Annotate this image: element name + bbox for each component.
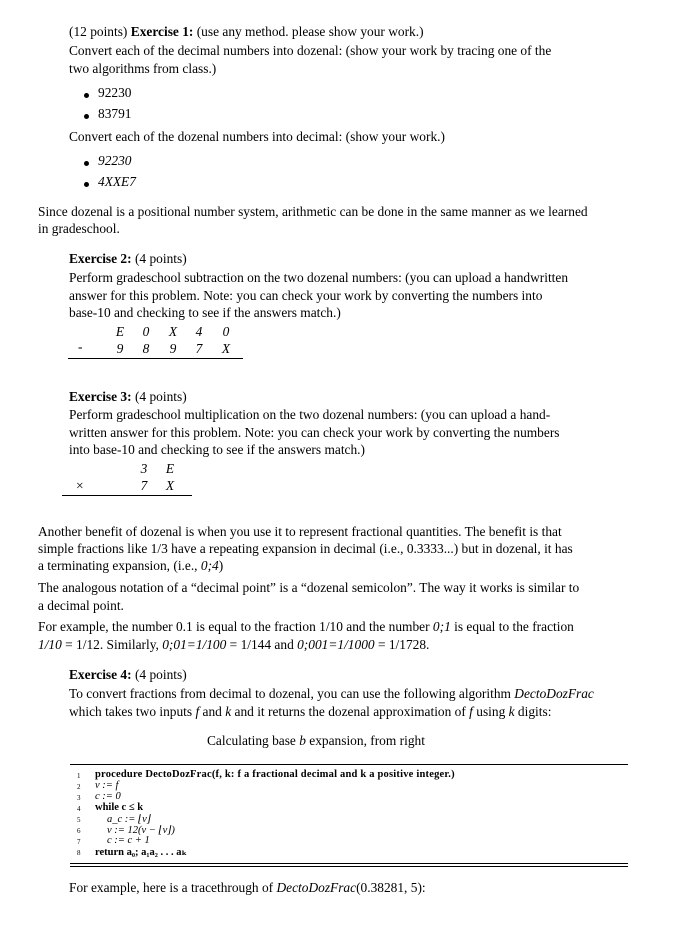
text-run: ) bbox=[218, 558, 224, 573]
subtraction-rule bbox=[68, 358, 243, 359]
ex3-points: (4 points) bbox=[134, 389, 187, 404]
text-run: = 1/1728. bbox=[374, 637, 430, 652]
trace-intro bbox=[69, 880, 426, 896]
algorithm-line: v := 12(v − ⌊v⌋) bbox=[107, 825, 175, 836]
digit: X bbox=[165, 478, 175, 493]
line-number: 6 bbox=[77, 827, 81, 835]
bullet-icon bbox=[84, 114, 89, 119]
digit: 7 bbox=[140, 478, 148, 493]
text-run: f bbox=[195, 704, 200, 719]
digit: 7 bbox=[195, 341, 203, 356]
intro-line-1: Since dozenal is a positional number system, arithmetic can be done in the same manner as we learned bbox=[38, 204, 588, 219]
digit: 3 bbox=[140, 461, 148, 476]
bullet-icon bbox=[84, 161, 89, 166]
digit: X bbox=[221, 341, 231, 356]
intro-line-2: in gradeschool. bbox=[38, 221, 120, 236]
algorithm-caption bbox=[207, 733, 425, 749]
ex1-header bbox=[69, 24, 424, 40]
algorithm-bottom-rule bbox=[70, 863, 628, 864]
text-run: 0;01=1/100 bbox=[162, 637, 227, 652]
digit: 8 bbox=[142, 341, 150, 356]
digit: E bbox=[165, 461, 175, 476]
digit: 0 bbox=[142, 324, 150, 339]
frac-p2-line-2: a decimal point. bbox=[38, 598, 124, 613]
text-run: = 1/144 and bbox=[226, 637, 298, 652]
line-number: 2 bbox=[77, 783, 81, 791]
ex1-points: (12 points) bbox=[69, 24, 128, 39]
ex4-text-1 bbox=[69, 686, 594, 702]
minus-sign: - bbox=[78, 339, 83, 354]
line-number: 5 bbox=[77, 816, 81, 824]
line-number: 3 bbox=[77, 794, 81, 802]
algorithm-bottom-rule-2 bbox=[70, 866, 628, 867]
digit: X bbox=[168, 324, 178, 339]
text-run: a terminating expansion, (i.e., bbox=[38, 558, 201, 573]
ex2-text-2: answer for this problem. Note: you can check your work by converting the numbers into bbox=[69, 288, 543, 303]
ex3-header bbox=[69, 389, 187, 405]
multiplication-rule bbox=[62, 495, 192, 496]
frac-p2-line-1: The analogous notation of a “decimal point” is a “dozenal semicolon”. The way it works is similar to bbox=[38, 580, 580, 595]
list-item: 92230 bbox=[98, 153, 132, 168]
frac-p3-line-2 bbox=[38, 637, 429, 653]
ex3-text-2: written answer for this problem. Note: you can check your work by converting the numbers bbox=[69, 425, 560, 440]
text-run: digits: bbox=[514, 704, 552, 719]
list-item: 4XXE7 bbox=[98, 174, 136, 189]
algorithm-line: c := 0 bbox=[95, 791, 121, 802]
text-run: 0;4 bbox=[200, 558, 219, 573]
ex1-instruction-1b: two algorithms from class.) bbox=[69, 61, 217, 76]
algorithm-line: while c ≤ k bbox=[95, 802, 144, 813]
text-run: using bbox=[472, 704, 509, 719]
ex1-note: (use any method. please show your work.) bbox=[196, 24, 424, 39]
text-run: For example, here is a tracethrough of bbox=[69, 880, 277, 895]
ex4-header bbox=[69, 667, 187, 683]
ex2-text-3: base-10 and checking to see if the answers match.) bbox=[69, 305, 341, 320]
ex1-title: Exercise 1: bbox=[130, 24, 194, 39]
ex2-text-1: Perform gradeschool subtraction on the two dozenal numbers: (you can upload a handwritten bbox=[69, 270, 569, 285]
text-run: 0;1 bbox=[432, 619, 451, 634]
list-item: 92230 bbox=[98, 85, 132, 100]
text-run: and it returns the dozenal approximation of bbox=[231, 704, 470, 719]
ex3-text-3: into base-10 and checking to see if the answers match.) bbox=[69, 442, 365, 457]
line-number: 1 bbox=[77, 772, 81, 780]
text-run: expansion, from right bbox=[305, 733, 425, 748]
line-number: 7 bbox=[77, 838, 81, 846]
text-run: = 1/12. Similarly, bbox=[61, 637, 163, 652]
ex2-points: (4 points) bbox=[134, 251, 187, 266]
text-run: is equal to the fraction bbox=[450, 619, 574, 634]
text-run: and bbox=[199, 704, 226, 719]
ex4-title: Exercise 4: bbox=[69, 667, 132, 682]
frac-p1-line-1: Another benefit of dozenal is when you use it to represent fractional quantities. The benefit is that bbox=[38, 524, 562, 539]
times-sign: × bbox=[76, 478, 84, 493]
text-run: b bbox=[299, 733, 306, 748]
text-run: To convert fractions from decimal to dozenal, you can use the following algorithm bbox=[69, 686, 515, 701]
text-run: Calculating base bbox=[207, 733, 300, 748]
text-run: which takes two inputs bbox=[69, 704, 196, 719]
line-number: 4 bbox=[77, 805, 81, 813]
ex1-instruction-2: Convert each of the dozenal numbers into decimal: (show your work.) bbox=[69, 129, 445, 144]
ex2-header bbox=[69, 251, 187, 267]
ex4-points: (4 points) bbox=[134, 667, 187, 682]
algorithm-line: v := f bbox=[95, 780, 119, 791]
text-run: (0.38281, 5): bbox=[356, 880, 426, 895]
algorithm-line: return a₀; a₁a₂ . . . aₖ bbox=[95, 847, 188, 858]
text-run: k bbox=[225, 704, 232, 719]
text-run: 0;001=1/1000 bbox=[297, 637, 375, 652]
frac-p3-line-1 bbox=[38, 619, 574, 635]
list-item: 83791 bbox=[98, 106, 132, 121]
algorithm-line: c := c + 1 bbox=[107, 835, 150, 846]
ex1-instruction-1: Convert each of the decimal numbers into dozenal: (show your work by tracing one of the bbox=[69, 43, 552, 58]
ex3-title: Exercise 3: bbox=[69, 389, 132, 404]
algorithm-line: procedure DectoDozFrac(f, k: f a fractional decimal and k a positive integer.) bbox=[95, 769, 455, 780]
text-run: 1/10 bbox=[38, 637, 62, 652]
text-run: DectoDozFrac bbox=[276, 880, 357, 895]
bullet-icon bbox=[84, 93, 89, 98]
algorithm-line: a_c := ⌊v⌋ bbox=[107, 814, 151, 825]
digit: E bbox=[115, 324, 125, 339]
text-run: f bbox=[469, 704, 473, 719]
text-run: k bbox=[508, 704, 515, 719]
digit: 9 bbox=[116, 341, 124, 356]
frac-p1-line-2: simple fractions like 1/3 have a repeating expansion in decimal (i.e., 0.3333...) but in dozenal, it has bbox=[38, 541, 573, 556]
digit: 9 bbox=[169, 341, 177, 356]
frac-p1-line-3 bbox=[38, 558, 223, 574]
ex2-title: Exercise 2: bbox=[69, 251, 132, 266]
digit: 4 bbox=[195, 324, 203, 339]
line-number: 8 bbox=[77, 849, 81, 857]
text-run: For example, the number 0.1 is equal to the fraction 1/10 and the number bbox=[38, 619, 433, 634]
digit: 0 bbox=[222, 324, 230, 339]
text-run: DectoDozFrac bbox=[514, 686, 594, 701]
ex4-text-2 bbox=[69, 704, 551, 720]
bullet-icon bbox=[84, 182, 89, 187]
ex3-text-1: Perform gradeschool multiplication on the two dozenal numbers: (you can upload a hand- bbox=[69, 407, 551, 422]
algorithm-top-rule bbox=[70, 764, 628, 765]
